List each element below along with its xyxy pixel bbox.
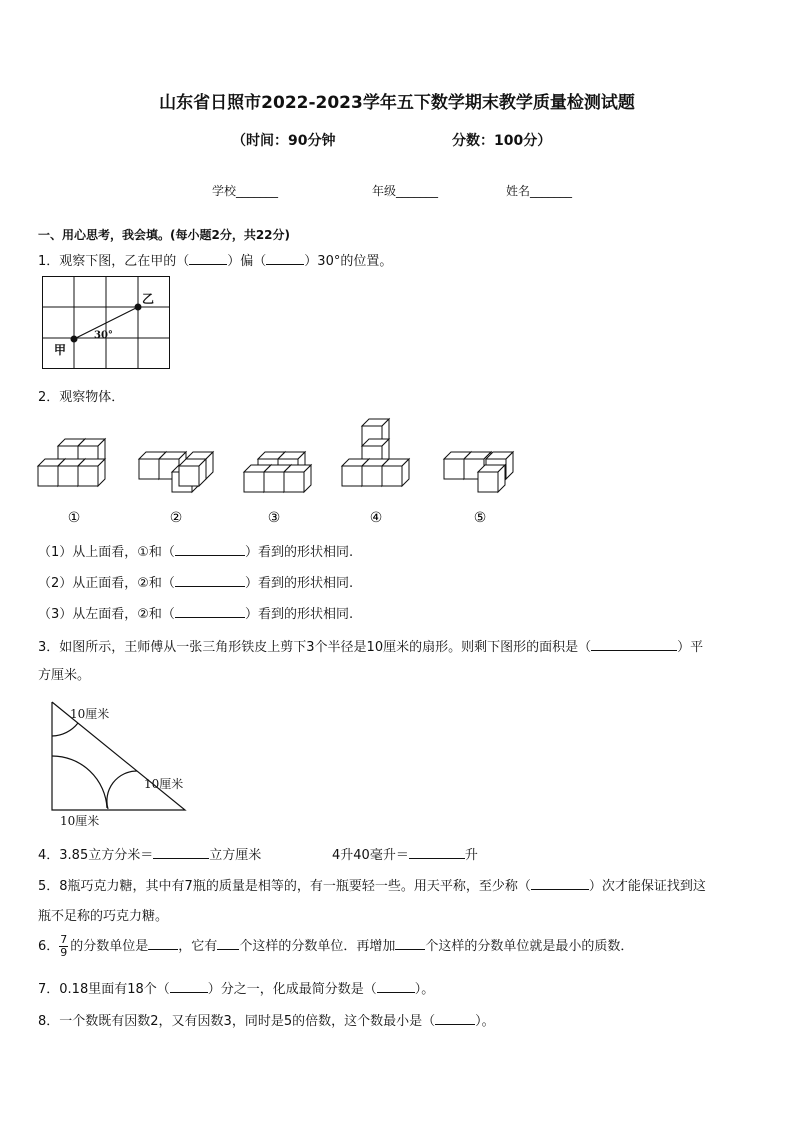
q4-blank-1[interactable]	[153, 845, 209, 859]
question-5-line-2: 瓶不足称的巧克力糖。	[38, 909, 169, 924]
fraction-7-9	[59, 934, 68, 959]
figure-label-1: ①	[67, 510, 81, 526]
q2-cube-figures	[0, 410, 794, 526]
q6-prefix: 6．	[38, 939, 60, 954]
q2-sub3-blank[interactable]	[175, 604, 245, 618]
q3-triangle-diagram	[50, 700, 210, 830]
q7-blank-1[interactable]	[170, 979, 208, 993]
label-bottom: 10厘米	[60, 814, 100, 828]
school-field[interactable]: 学校_______	[212, 184, 279, 198]
q1-mid: ）偏（	[227, 254, 267, 269]
q5-suffix: ）次才能保证找到这	[588, 879, 706, 894]
q2-sub2-suffix: ）看到的形状相同.	[244, 576, 354, 591]
q2-sub1-blank[interactable]	[175, 542, 245, 556]
question-8	[38, 1010, 495, 1029]
q2-sub3-prefix: （3）从左面看，②和（	[38, 607, 175, 622]
exam-score: 分数：100分）	[452, 133, 552, 149]
question-4-part-2	[332, 844, 478, 863]
q6-blank-3[interactable]	[395, 936, 425, 950]
angle-label: 30°	[94, 330, 113, 341]
q7-suffix: ）。	[414, 982, 435, 997]
question-7	[38, 978, 434, 997]
question-3-line-1	[38, 636, 703, 655]
figure-label-4: ④	[369, 510, 383, 526]
q5-prefix: 5．8瓶巧克力糖，其中有7瓶的质量是相等的，有一瓶要轻一些。用天平称，至少称（	[38, 879, 531, 894]
q5-answer-blank[interactable]	[531, 876, 589, 890]
q7-prefix: 7．0.18里面有18个（	[38, 982, 170, 997]
figure-label-2: ②	[169, 510, 183, 526]
question-2-sub-2	[38, 572, 353, 591]
question-5-line-1	[38, 875, 706, 894]
question-2-sub-1	[38, 541, 353, 560]
q1-answer-blank-1[interactable]	[189, 251, 227, 265]
q4-part1-suffix: 立方厘米	[209, 848, 262, 863]
question-2-sub-3	[38, 603, 353, 622]
q6-part1: 的分数单位是	[70, 939, 149, 954]
q6-part2: ，它有	[178, 939, 218, 954]
label-jia: 甲	[54, 343, 67, 357]
q6-blank-1[interactable]	[148, 936, 178, 950]
q6-part3: 个这样的分数单位．再增加	[239, 939, 396, 954]
q7-blank-2[interactable]	[377, 979, 415, 993]
figure-label-5: ⑤	[473, 510, 487, 526]
label-yi: 乙	[142, 292, 155, 306]
q8-prefix: 8．一个数既有因数2，又有因数3，同时是5的倍数，这个数最小是（	[38, 1014, 436, 1029]
question-3-line-2: 方厘米。	[38, 668, 91, 683]
q2-sub2-prefix: （2）从正面看，②和（	[38, 576, 175, 591]
fraction-numerator: 7	[60, 933, 68, 946]
label-top: 10厘米	[70, 707, 110, 721]
q4-part2-suffix: 升	[464, 848, 478, 863]
section-heading: 一、用心思考，我会填。(每小题2分，共22分)	[38, 228, 291, 242]
q3-suffix: ）平	[677, 640, 704, 655]
q2-sub2-blank[interactable]	[175, 573, 245, 587]
page-title: 山东省日照市2022-2023学年五下数学期末教学质量检测试题	[159, 93, 635, 113]
question-1	[38, 250, 392, 269]
q4-blank-2[interactable]	[409, 845, 465, 859]
figure-3	[244, 452, 311, 492]
q1-suffix: ）30°的位置。	[304, 254, 393, 269]
question-6	[38, 934, 633, 959]
name-field[interactable]: 姓名_______	[506, 184, 573, 198]
figure-label-3: ③	[267, 510, 281, 526]
point-yi	[135, 304, 142, 311]
q8-answer-blank[interactable]	[435, 1011, 475, 1025]
question-4-part-1	[38, 844, 261, 863]
label-right: 10厘米	[144, 777, 184, 791]
exam-time: （时间：90分钟	[232, 133, 336, 149]
figure-1	[38, 439, 105, 486]
q4-part1-prefix: 4．3.85立方分米＝	[38, 848, 154, 863]
q3-answer-blank[interactable]	[591, 637, 677, 651]
q1-grid-diagram	[42, 276, 172, 370]
q7-mid: ）分之一，化成最简分数是（	[207, 982, 377, 997]
q8-suffix: ）。	[475, 1014, 495, 1029]
figure-5	[444, 452, 513, 492]
q2-sub1-suffix: ）看到的形状相同.	[244, 545, 354, 560]
q1-answer-blank-2[interactable]	[266, 251, 304, 265]
q4-part2-prefix: 4升40毫升＝	[332, 848, 409, 863]
q1-prefix: 1．观察下图，乙在甲的（	[38, 254, 190, 269]
q2-sub3-suffix: ）看到的形状相同.	[244, 607, 354, 622]
q6-blank-2[interactable]	[217, 936, 239, 950]
question-2: 2．观察物体．	[38, 390, 125, 405]
q2-sub1-prefix: （1）从上面看，①和（	[38, 545, 175, 560]
q3-prefix: 3．如图所示，王师傅从一张三角形铁皮上剪下3个半径是10厘米的扇形。则剩下图形的面积是（	[38, 640, 592, 655]
figure-4	[342, 419, 409, 486]
point-jia	[71, 336, 78, 343]
fraction-denominator: 9	[60, 946, 68, 959]
q6-part4: 个这样的分数单位就是最小的质数．	[425, 939, 634, 954]
figure-2	[139, 452, 213, 492]
grade-field[interactable]: 年级_______	[372, 184, 439, 198]
